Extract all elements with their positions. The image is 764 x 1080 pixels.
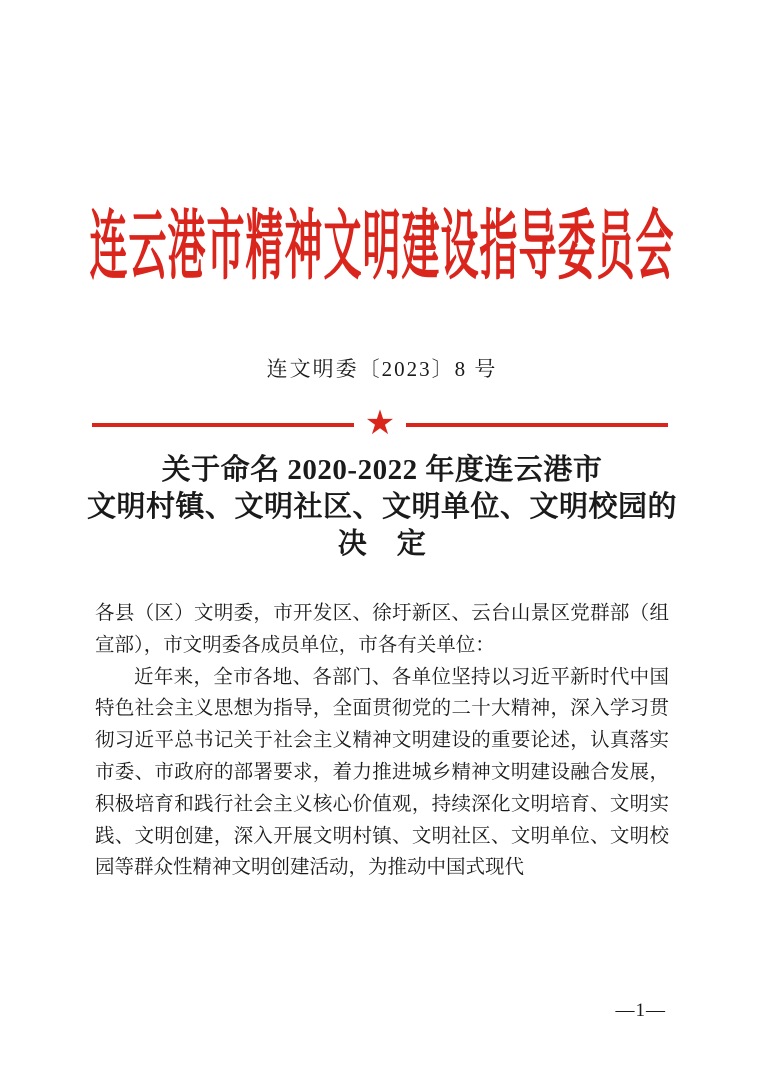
page-number: —1— [615, 1000, 666, 1021]
divider-rule-left [92, 423, 354, 428]
document-body [95, 598, 669, 884]
document-title-line-3: 决 定 [337, 528, 427, 560]
star-icon: ★ [364, 405, 396, 442]
document-number: 连文明委〔2023〕8 号 [266, 357, 498, 381]
document-title-line-2: 文明村镇、文明社区、文明单位、文明校园的 [86, 491, 677, 523]
document-title [0, 452, 764, 563]
divider-rule-right [406, 423, 668, 428]
salutation-paragraph: 各县（区）文明委，市开发区、徐圩新区、云台山景区党群部（组宣部），市文明委各成员单位，市各有关单位： [95, 603, 669, 656]
body-paragraph-1: 近年来，全市各地、各部门、各单位坚持以习近平新时代中国特色社会主义思想为指导，全面贯彻党的二十大精神，深入学习贯彻习近平总书记关于社会主义精神文明建设的重要论述，认真落实市委、市政府的部署要求，着力推进城乡精神文明建设融合发展，积极培育和践行社会主义核心价值观，持续深化文明培育、文明实践、文明创建，深入开展文明村镇、文明社区、文明单位、文明校园等群众性精神文明创建活动，为推动中国式现代 [95, 666, 669, 879]
issuing-authority-banner: 连云港市精神文明建设指导委员会 [89, 206, 675, 290]
red-divider [92, 405, 668, 442]
document-title-line-1: 关于命名 2020-2022 年度连云港市 [161, 454, 603, 486]
